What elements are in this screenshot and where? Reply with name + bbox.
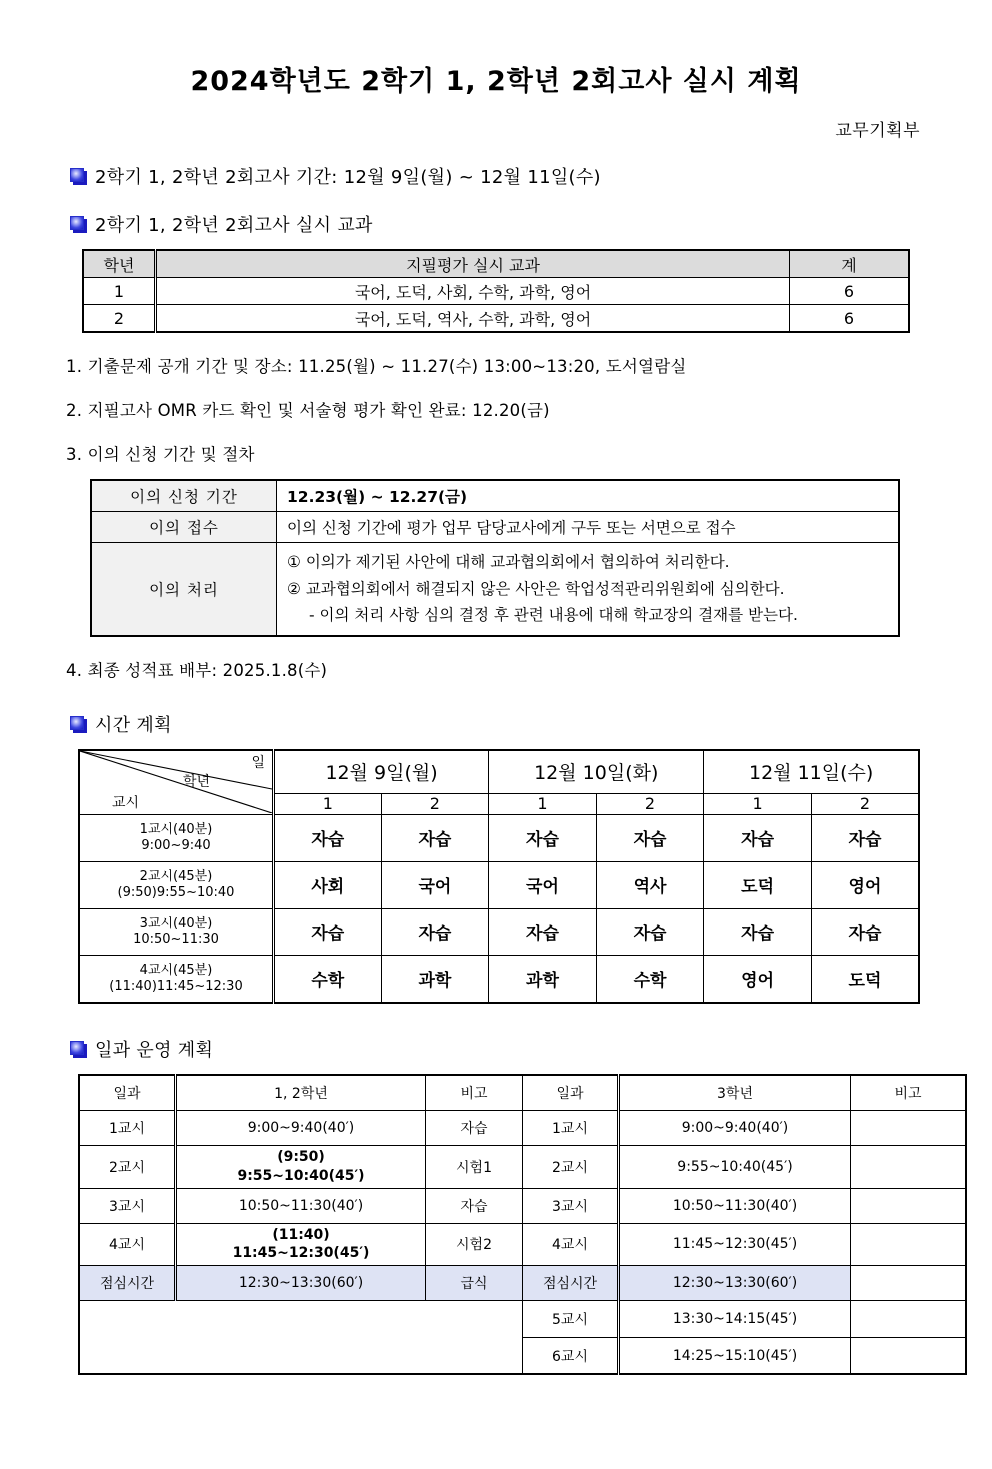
cell-left-time-main: 11:45~12:30(45′) bbox=[232, 1245, 370, 1262]
period-label-line-2: (9:50)9:55~10:40 bbox=[117, 884, 235, 900]
cell-right-period: 3교시 bbox=[523, 1188, 619, 1223]
table-row bbox=[79, 908, 919, 955]
cell-right-time: 12:30~13:30(60′) bbox=[619, 1266, 851, 1301]
day-header-3: 12월 11일(수) bbox=[704, 750, 919, 794]
schedule-cell: 영어 bbox=[704, 955, 812, 1003]
cell-right-period: 4교시 bbox=[523, 1223, 619, 1266]
cell-subjects: 국어, 도덕, 역사, 수학, 과학, 영어 bbox=[156, 305, 790, 333]
cell-left-period: 3교시 bbox=[79, 1188, 176, 1223]
period-label-line-1: 3교시(40분) bbox=[139, 915, 213, 931]
schedule-cell: 사회 bbox=[274, 861, 382, 908]
schedule-cell: 역사 bbox=[596, 861, 704, 908]
schedule-cell: 자습 bbox=[811, 814, 919, 861]
cell-left-period: 2교시 bbox=[79, 1145, 176, 1188]
cell-left-note: 자습 bbox=[426, 1110, 523, 1145]
table-row bbox=[79, 1223, 966, 1266]
schedule-cell: 국어 bbox=[381, 861, 489, 908]
daily-operation-table bbox=[78, 1074, 967, 1376]
cell-right-time: 9:55~10:40(45′) bbox=[619, 1145, 851, 1188]
note-item-1: 1. 기출문제 공개 기간 및 장소: 11.25(월) ~ 11.27(수) 13:00~13:20, 도서열람실 bbox=[66, 357, 687, 377]
cell-left-period: 1교시 bbox=[79, 1110, 176, 1145]
cell-right-period: 5교시 bbox=[523, 1301, 619, 1337]
corner-day-label: 일 bbox=[251, 754, 265, 771]
section-daily-plan-label: 일과 운영 계획 bbox=[95, 1039, 214, 1061]
grade-header-3: 1 bbox=[489, 793, 597, 814]
period-label-3 bbox=[79, 908, 274, 955]
schedule-cell: 도덕 bbox=[704, 861, 812, 908]
table-row bbox=[79, 1301, 966, 1337]
period-label-1 bbox=[79, 814, 274, 861]
period-label-line-2: 9:00~9:40 bbox=[141, 837, 211, 853]
cell-total: 6 bbox=[790, 278, 910, 305]
cell-subjects: 국어, 도덕, 사회, 수학, 과학, 영어 bbox=[156, 278, 790, 305]
cell-left-note: 급식 bbox=[426, 1266, 523, 1301]
table-header-row bbox=[79, 1075, 966, 1111]
cell-right-period: 6교시 bbox=[523, 1337, 619, 1374]
table-row bbox=[83, 278, 909, 305]
col-header-left-period: 일과 bbox=[79, 1075, 176, 1111]
period-label-4 bbox=[79, 955, 274, 1003]
table-row bbox=[79, 1188, 966, 1223]
cell-right-time: 10:50~11:30(40′) bbox=[619, 1188, 851, 1223]
table-row bbox=[91, 512, 899, 543]
note-item-2: 2. 지필고사 OMR 카드 확인 및 서술형 평가 확인 완료: 12.20(금) bbox=[66, 401, 550, 421]
schedule-cell: 자습 bbox=[274, 908, 382, 955]
col-header-right-note: 비고 bbox=[851, 1075, 967, 1111]
col-header-grade3: 3학년 bbox=[619, 1075, 851, 1111]
cell-right-note bbox=[851, 1266, 967, 1301]
table-row bbox=[79, 1110, 966, 1145]
document-page bbox=[0, 66, 992, 1469]
corner-period-label: 교시 bbox=[112, 794, 140, 811]
table-row bbox=[91, 480, 899, 512]
cell-left-time bbox=[176, 1145, 426, 1188]
cell-right-note bbox=[851, 1145, 967, 1188]
schedule-cell: 자습 bbox=[811, 908, 919, 955]
cell-right-period: 1교시 bbox=[523, 1110, 619, 1145]
section-exam-subjects-label: 2학기 1, 2학년 2회고사 실시 교과 bbox=[95, 215, 373, 237]
period-label-2 bbox=[79, 861, 274, 908]
period-label-line-1: 2교시(45분) bbox=[139, 868, 213, 884]
period-label-line-2: (11:40)11:45~12:30 bbox=[109, 978, 243, 994]
schedule-cell: 자습 bbox=[381, 814, 489, 861]
period-label-line-1: 1교시(40분) bbox=[139, 821, 213, 837]
empty-merged-cell bbox=[79, 1301, 523, 1375]
grade-header-6: 2 bbox=[811, 793, 919, 814]
table-row bbox=[83, 305, 909, 333]
schedule-cell: 자습 bbox=[381, 908, 489, 955]
section-time-plan bbox=[70, 711, 992, 737]
blue-square-bullet-icon bbox=[70, 216, 86, 232]
col-header-total: 계 bbox=[790, 250, 910, 278]
cell-total: 6 bbox=[790, 305, 910, 333]
appeal-handling-value bbox=[277, 543, 900, 636]
schedule-cell: 국어 bbox=[489, 861, 597, 908]
cell-left-time: 12:30~13:30(60′) bbox=[176, 1266, 426, 1301]
schedule-cell: 과학 bbox=[381, 955, 489, 1003]
blue-square-bullet-icon bbox=[70, 716, 86, 732]
section-daily-plan bbox=[70, 1036, 992, 1062]
schedule-cell: 자습 bbox=[274, 814, 382, 861]
cell-right-note bbox=[851, 1223, 967, 1266]
appeal-handling-line-1: ① 이의가 제기된 사안에 대해 교과협의회에서 협의하여 처리한다. bbox=[287, 553, 730, 572]
cell-right-note bbox=[851, 1188, 967, 1223]
period-label-line-2: 10:50~11:30 bbox=[133, 931, 219, 947]
schedule-cell: 자습 bbox=[596, 908, 704, 955]
cell-left-time: 9:00~9:40(40′) bbox=[176, 1110, 426, 1145]
schedule-cell: 과학 bbox=[489, 955, 597, 1003]
table-row bbox=[79, 955, 919, 1003]
col-header-subjects: 지필평가 실시 교과 bbox=[156, 250, 790, 278]
grade-header-5: 1 bbox=[704, 793, 812, 814]
diagonal-lines-icon bbox=[80, 751, 272, 813]
day-header-1: 12월 9일(월) bbox=[274, 750, 489, 794]
table-row bbox=[91, 543, 899, 636]
cell-left-time bbox=[176, 1223, 426, 1266]
note-item-3: 3. 이의 신청 기간 및 절차 bbox=[66, 445, 255, 465]
cell-left-note: 시험1 bbox=[426, 1145, 523, 1188]
cell-left-period: 점심시간 bbox=[79, 1266, 176, 1301]
table-row bbox=[79, 861, 919, 908]
grade-header-2: 2 bbox=[381, 793, 489, 814]
schedule-cell: 자습 bbox=[489, 814, 597, 861]
col-header-right-period: 일과 bbox=[523, 1075, 619, 1111]
appeal-period-value: 12.23(월) ~ 12.27(금) bbox=[277, 480, 900, 512]
cell-right-note bbox=[851, 1337, 967, 1374]
cell-right-period: 점심시간 bbox=[523, 1266, 619, 1301]
col-header-left-note: 비고 bbox=[426, 1075, 523, 1111]
cell-right-note bbox=[851, 1110, 967, 1145]
corner-header-cell bbox=[79, 750, 274, 815]
schedule-cell: 자습 bbox=[596, 814, 704, 861]
table-header-row bbox=[83, 250, 909, 278]
cell-left-period: 4교시 bbox=[79, 1223, 176, 1266]
appeal-handling-line-3: - 이의 처리 사항 심의 결정 후 관련 내용에 대해 학교장의 결재를 받는다. bbox=[309, 606, 798, 625]
cell-left-time-top: (11:40) bbox=[272, 1226, 330, 1243]
schedule-cell: 자습 bbox=[489, 908, 597, 955]
table-row-lunch bbox=[79, 1266, 966, 1301]
schedule-cell: 도덕 bbox=[811, 955, 919, 1003]
department-label: 교무기획부 bbox=[835, 121, 920, 142]
table-header-row bbox=[79, 750, 919, 794]
time-plan-table bbox=[78, 749, 920, 1004]
schedule-cell: 영어 bbox=[811, 861, 919, 908]
grade-header-1: 1 bbox=[274, 793, 382, 814]
cell-right-period: 2교시 bbox=[523, 1145, 619, 1188]
section-exam-period-label: 2학기 1, 2학년 2회고사 기간: 12월 9일(월) ~ 12월 11일(수) bbox=[95, 167, 601, 189]
schedule-cell: 수학 bbox=[596, 955, 704, 1003]
cell-left-note: 자습 bbox=[426, 1188, 523, 1223]
cell-grade: 2 bbox=[83, 305, 156, 333]
schedule-cell: 자습 bbox=[704, 908, 812, 955]
cell-right-note bbox=[851, 1301, 967, 1337]
table-row bbox=[79, 1145, 966, 1188]
grade-header-4: 2 bbox=[596, 793, 704, 814]
cell-left-time: 10:50~11:30(40′) bbox=[176, 1188, 426, 1223]
appeal-period-label: 이의 신청 기간 bbox=[91, 480, 277, 512]
cell-right-time: 11:45~12:30(45′) bbox=[619, 1223, 851, 1266]
col-header-grade12: 1, 2학년 bbox=[176, 1075, 426, 1111]
appeal-receipt-label: 이의 접수 bbox=[91, 512, 277, 543]
cell-left-time-main: 9:55~10:40(45′) bbox=[237, 1167, 365, 1184]
col-header-grade: 학년 bbox=[83, 250, 156, 278]
section-exam-subjects bbox=[70, 211, 992, 237]
cell-grade: 1 bbox=[83, 278, 156, 305]
appeal-receipt-value: 이의 신청 기간에 평가 업무 담당교사에게 구두 또는 서면으로 접수 bbox=[277, 512, 900, 543]
table-row bbox=[79, 814, 919, 861]
blue-square-bullet-icon bbox=[70, 1041, 86, 1057]
section-time-plan-label: 시간 계획 bbox=[95, 714, 172, 736]
cell-right-time: 13:30~14:15(45′) bbox=[619, 1301, 851, 1337]
appeal-procedure-table bbox=[90, 479, 900, 636]
cell-right-time: 9:00~9:40(40′) bbox=[619, 1110, 851, 1145]
appeal-handling-line-2: ② 교과협의회에서 해결되지 않은 사안은 학업성적관리위원회에 심의한다. bbox=[287, 579, 785, 598]
cell-right-time: 14:25~15:10(45′) bbox=[619, 1337, 851, 1374]
appeal-handling-label: 이의 처리 bbox=[91, 543, 277, 636]
corner-grade-label: 학년 bbox=[182, 773, 210, 790]
day-header-2: 12월 10일(화) bbox=[489, 750, 704, 794]
cell-left-note: 시험2 bbox=[426, 1223, 523, 1266]
blue-square-bullet-icon bbox=[70, 168, 86, 184]
note-item-4: 4. 최종 성적표 배부: 2025.1.8(수) bbox=[66, 660, 328, 680]
subject-table bbox=[82, 249, 910, 333]
section-exam-period bbox=[70, 163, 992, 189]
schedule-cell: 자습 bbox=[704, 814, 812, 861]
cell-left-time-top: (9:50) bbox=[277, 1148, 325, 1165]
schedule-cell: 수학 bbox=[274, 955, 382, 1003]
period-label-line-1: 4교시(45분) bbox=[139, 962, 213, 978]
page-title: 2024학년도 2학기 1, 2학년 2회고사 실시 계획 bbox=[190, 66, 802, 97]
